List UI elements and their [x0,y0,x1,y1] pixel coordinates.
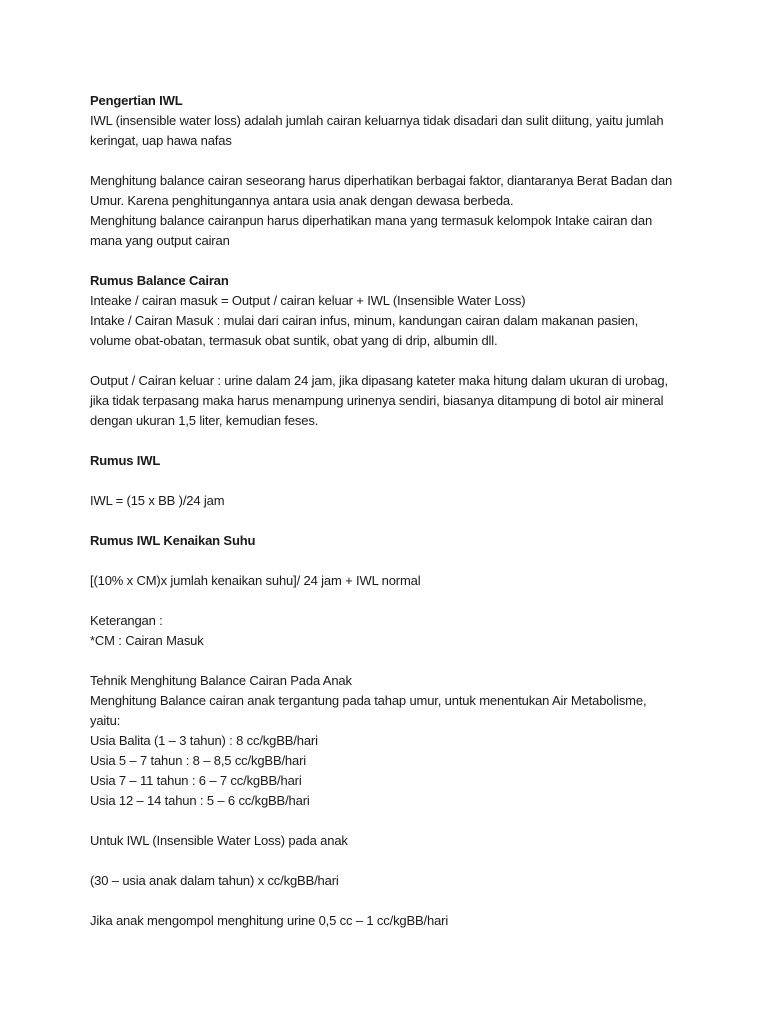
heading-pengertian-iwl: Pengertian IWL [90,93,183,108]
paragraph-line: dengan ukuran 1,5 liter, kemudian feses. [90,413,319,428]
paragraph-line: IWL (insensible water loss) adalah jumlah cairan keluarnya tidak disadari dan sulit diitung, yaitu jumlah [90,113,664,128]
paragraph-line: Umur. Karena penghitungannya antara usia anak dengan dewasa berbeda. [90,193,514,208]
list-item: Usia Balita (1 – 3 tahun) : 8 cc/kgBB/hari [90,733,318,748]
paragraph-line: Jika anak mengompol menghitung urine 0,5 cc – 1 cc/kgBB/hari [90,913,449,928]
paragraph-line: keringat, uap hawa nafas [90,133,232,148]
paragraph-line: yaitu: [90,713,121,728]
keterangan-note: *CM : Cairan Masuk [90,633,204,648]
formula-iwl: IWL = (15 x BB )/24 jam [90,493,225,508]
heading-tehnik-anak: Tehnik Menghitung Balance Cairan Pada Anak [90,673,352,688]
paragraph-line: Inteake / cairan masuk = Output / cairan keluar + IWL (Insensible Water Loss) [90,293,526,308]
paragraph-line: volume obat-obatan, termasuk obat suntik, obat yang di drip, albumin dll. [90,333,498,348]
list-item: Usia 5 – 7 tahun : 8 – 8,5 cc/kgBB/hari [90,753,307,768]
paragraph-line: Menghitung balance cairan seseorang harus diperhatikan berbagai faktor, diantaranya Berat Badan dan [90,173,673,188]
formula-iwl-kenaikan-suhu: [(10% x CM)x jumlah kenaikan suhu]/ 24 jam + IWL normal [90,573,421,588]
paragraph-line: Menghitung Balance cairan anak tergantung pada tahap umur, untuk menentukan Air Metabolisme, [90,693,647,708]
list-item: Usia 12 – 14 tahun : 5 – 6 cc/kgBB/hari [90,793,310,808]
paragraph-line: mana yang output cairan [90,233,230,248]
heading-rumus-iwl: Rumus IWL [90,453,161,468]
formula-iwl-anak: (30 – usia anak dalam tahun) x cc/kgBB/hari [90,873,339,888]
paragraph-line: Menghitung balance cairanpun harus diperhatikan mana yang termasuk kelompok Intake cairan dan [90,213,653,228]
paragraph-line: Output / Cairan keluar : urine dalam 24 jam, jika dipasang kateter maka hitung dalam ukuran di urobag, [90,373,668,388]
list-item: Usia 7 – 11 tahun : 6 – 7 cc/kgBB/hari [90,773,302,788]
keterangan-label: Keterangan : [90,613,163,628]
paragraph-line: Intake / Cairan Masuk : mulai dari cairan infus, minum, kandungan cairan dalam makanan pasien, [90,313,639,328]
paragraph-line: Untuk IWL (Insensible Water Loss) pada anak [90,833,348,848]
paragraph-line: jika tidak terpasang maka harus menampung urinenya sendiri, biasanya ditampung di botol air mineral [90,393,664,408]
heading-rumus-balance-cairan: Rumus Balance Cairan [90,273,229,288]
heading-rumus-iwl-kenaikan-suhu: Rumus IWL Kenaikan Suhu [90,533,256,548]
